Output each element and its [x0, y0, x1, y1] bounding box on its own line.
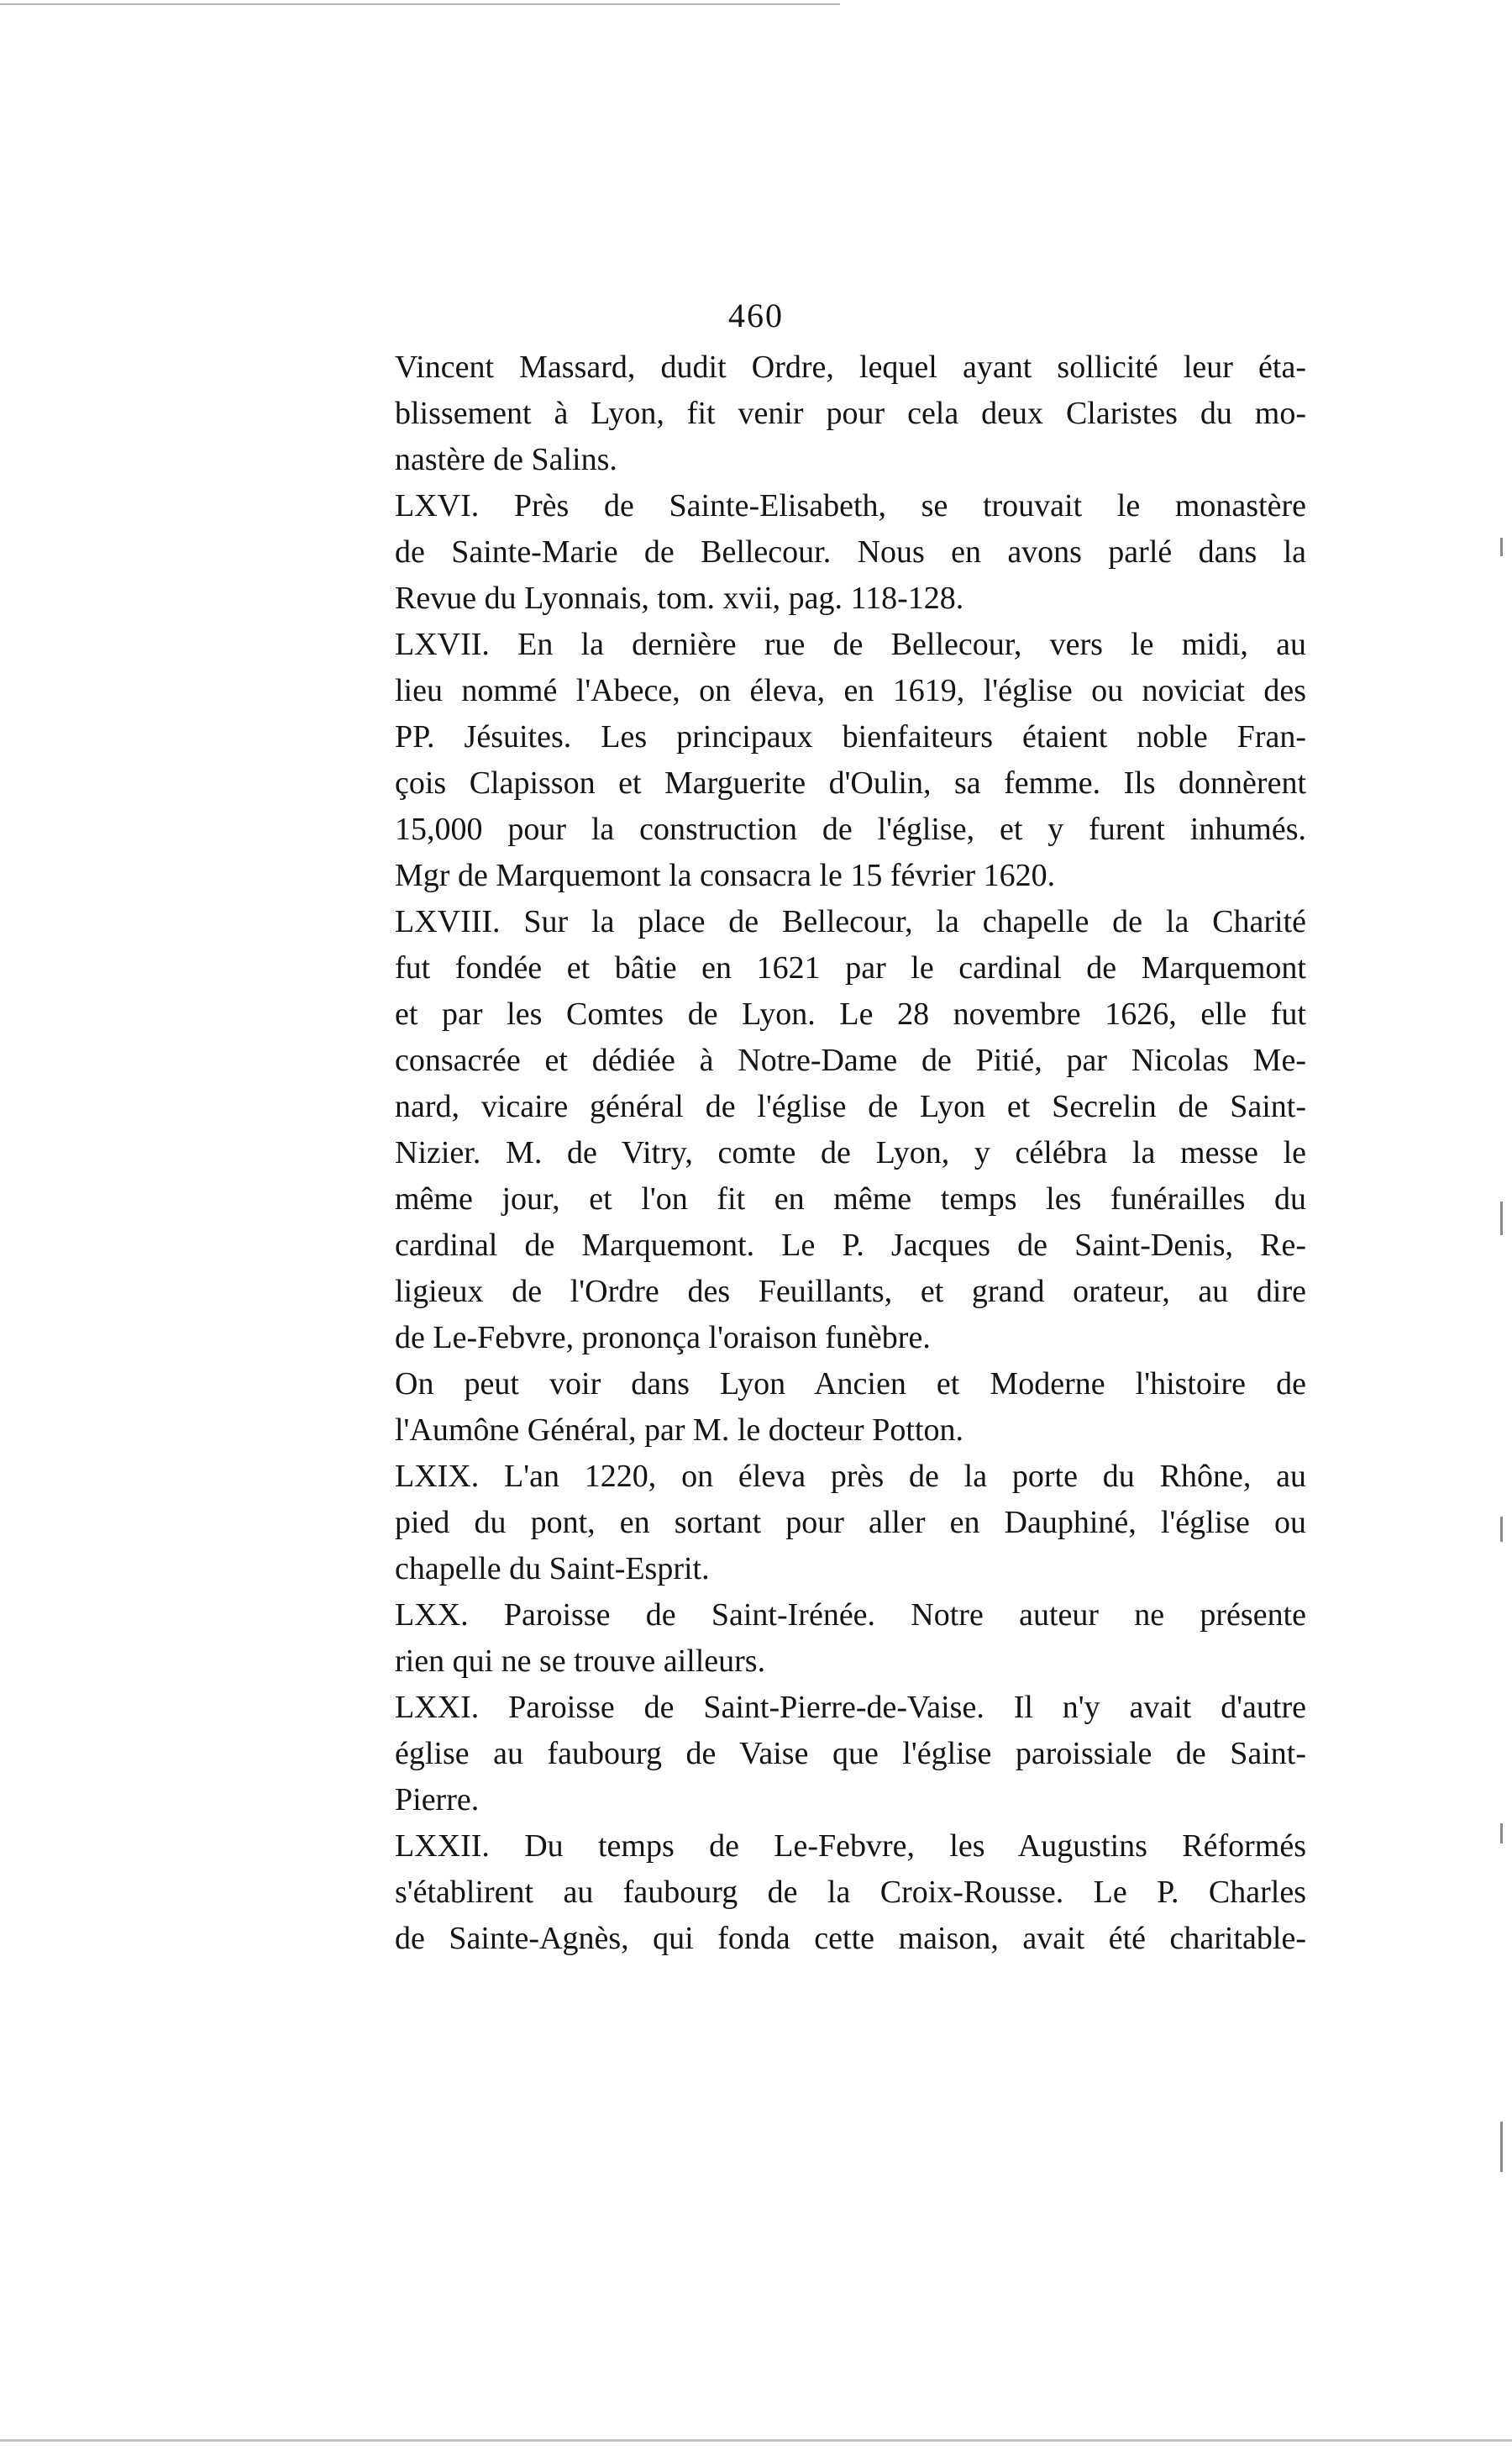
text-line: 15,000 pour la construction de l'église, et y furent inhumés. — [395, 812, 1306, 847]
text-line: nastère de Salins. — [395, 442, 617, 477]
text-line: LXVI. Près de Sainte-Elisabeth, se trouvait le monastère — [395, 488, 1306, 523]
text-line: chapelle du Saint-Esprit. — [395, 1551, 710, 1586]
text-line: église au faubourg de Vaise que l'église paroissiale de Saint- — [395, 1736, 1306, 1771]
text-body — [395, 344, 1306, 1962]
text-line: pied du pont, en sortant pour aller en Dauphiné, l'église ou — [395, 1505, 1306, 1540]
text-line: PP. Jésuites. Les principaux bienfaiteurs étaient noble Fran- — [395, 719, 1306, 755]
text-line: LXVII. En la dernière rue de Bellecour, vers le midi, au — [395, 627, 1306, 662]
text-line: consacrée et dédiée à Notre-Dame de Pitié, par Nicolas Me- — [395, 1043, 1306, 1078]
text-line: Pierre. — [395, 1782, 480, 1817]
text-line: cardinal de Marquemont. Le P. Jacques de Saint-Denis, Re- — [395, 1228, 1306, 1263]
margin-mark — [1500, 1823, 1503, 1843]
text-line: Revue du Lyonnais, tom. xvii, pag. 118-128. — [395, 581, 964, 616]
text-line: rien qui ne se trouve ailleurs. — [395, 1643, 766, 1679]
text-line: LXXI. Paroisse de Saint-Pierre-de-Vaise. Il n'y avait d'autre — [395, 1690, 1306, 1725]
text-line: de Sainte-Marie de Bellecour. Nous en avons parlé dans la — [395, 534, 1306, 570]
text-line: Nizier. M. de Vitry, comte de Lyon, y célébra la messe le — [395, 1135, 1306, 1170]
text-line: ligieux de l'Ordre des Feuillants, et grand orateur, au dire — [395, 1274, 1306, 1309]
text-line: fut fondée et bâtie en 1621 par le cardinal de Marquemont — [395, 950, 1306, 986]
text-line: nard, vicaire général de l'église de Lyon et Secrelin de Saint- — [395, 1089, 1306, 1124]
margin-mark — [1500, 2122, 1503, 2172]
margin-mark — [1500, 538, 1503, 556]
scan-top-edge — [0, 3, 840, 5]
margin-mark — [1500, 1517, 1503, 1542]
text-line: de Le-Febvre, prononça l'oraison funèbre. — [395, 1320, 931, 1355]
text-line: Vincent Massard, dudit Ordre, lequel ayant sollicité leur éta- — [395, 350, 1306, 385]
text-line: lieu nommé l'Abece, on éleva, en 1619, l'église ou noviciat des — [395, 673, 1306, 708]
text-line: On peut voir dans Lyon Ancien et Moderne l'histoire de — [395, 1366, 1306, 1402]
page-number: 460 — [728, 297, 784, 334]
text-line: de Sainte-Agnès, qui fonda cette maison, avait été charitable- — [395, 1921, 1306, 1956]
text-line: LXX. Paroisse de Saint-Irénée. Notre auteur ne présente — [395, 1597, 1306, 1633]
text-line: et par les Comtes de Lyon. Le 28 novembre 1626, elle fut — [395, 997, 1306, 1032]
text-line: Mgr de Marquemont la consacra le 15 février 1620. — [395, 858, 1056, 893]
scan-bottom-edge — [0, 2439, 1512, 2442]
margin-mark — [1500, 1202, 1503, 1235]
text-line: même jour, et l'on fit en même temps les funérailles du — [395, 1181, 1306, 1217]
text-line: LXXII. Du temps de Le-Febvre, les Augustins Réformés — [395, 1828, 1306, 1864]
text-line: blissement à Lyon, fit venir pour cela deux Claristes du mo- — [395, 396, 1306, 431]
text-line: LXVIII. Sur la place de Bellecour, la chapelle de la Charité — [395, 904, 1306, 939]
text-line: s'établirent au faubourg de la Croix-Rousse. Le P. Charles — [395, 1875, 1306, 1910]
text-line: l'Aumône Général, par M. le docteur Potton. — [395, 1412, 963, 1448]
text-line: çois Clapisson et Marguerite d'Oulin, sa femme. Ils donnèrent — [395, 765, 1306, 801]
text-line: LXIX. L'an 1220, on éleva près de la porte du Rhône, au — [395, 1459, 1306, 1494]
